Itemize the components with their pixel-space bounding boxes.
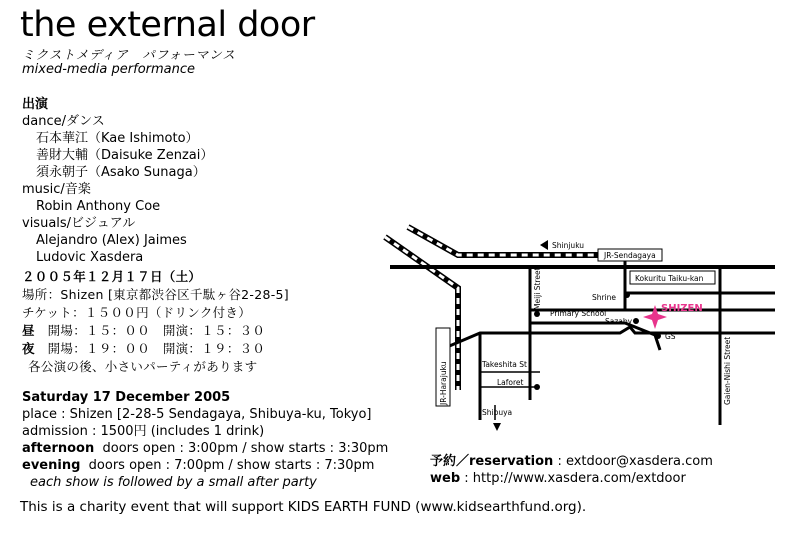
jp-evening-times: 開場：１９：００ 開演：１９：３０ <box>47 341 266 356</box>
label-jr-sendagaya: JR-Sendagaya <box>604 251 656 260</box>
en-place: place : Shizen [2-28-5 Sendagaya, Shibuya-ku, Tokyo] <box>22 407 372 422</box>
en-date: Saturday 17 December 2005 <box>22 390 231 405</box>
sazaby-marker-icon <box>633 318 639 324</box>
dance-label: dance/ダンス <box>22 114 105 129</box>
en-evening-label: evening <box>22 458 81 473</box>
label-shibuya: Shibuya <box>482 408 513 417</box>
cast-heading: 出演 <box>22 97 49 112</box>
shibuya-arrow-icon <box>493 423 501 431</box>
reservation-email[interactable]: : extdoor@xasdera.com <box>557 454 713 469</box>
label-primary-school: Primary School <box>550 309 607 318</box>
jp-evening-label: 夜 <box>22 341 35 356</box>
en-afternoon <box>22 440 388 457</box>
visuals-label: visuals/ビジュアル <box>22 216 136 231</box>
dancer-name: 須永朝子（Asako Sunaga） <box>36 165 206 180</box>
jp-place: 場所：Shizen [東京都渋谷区千駄ヶ谷2-28-5] <box>22 287 289 302</box>
label-takeshita: Takeshita St <box>482 360 527 369</box>
en-note: each show is followed by a small after party <box>30 475 317 490</box>
music-label: music/音楽 <box>22 182 91 197</box>
jp-afternoon <box>22 322 289 340</box>
shrine-marker-icon <box>624 292 630 298</box>
en-admission: admission : 1500円 (includes 1 drink) <box>22 424 265 439</box>
shinjuku-arrow-icon <box>540 240 548 250</box>
dancer-name: 石本華江（Kae Ishimoto） <box>36 131 199 146</box>
label-sazaby: Sazaby <box>605 317 633 326</box>
visual-artist-name: Ludovic Xasdera <box>36 250 144 265</box>
en-afternoon-times: doors open : 3:00pm / show starts : 3:30pm <box>102 441 389 456</box>
label-shizen: SHIZEN <box>661 303 703 314</box>
jp-ticket: チケット：１５００円（ドリンク付き） <box>22 305 252 320</box>
charity-footer: This is a charity event that will support KIDS EARTH FUND (www.kidsearthfund.org). <box>20 499 587 515</box>
jr-chuo-rail <box>408 227 620 255</box>
event-title: the external door <box>20 5 315 45</box>
japanese-info <box>22 268 289 376</box>
musician-name: Robin Anthony Coe <box>36 199 161 214</box>
reservation-line <box>430 453 713 470</box>
web-label: web <box>430 471 461 486</box>
location-map <box>380 215 780 440</box>
jp-afternoon-times: 開場：１５：００ 開演：１５：３０ <box>47 323 266 338</box>
label-kokuritu: Kokuritu Taiku-kan <box>635 274 704 283</box>
subtitle-english: mixed-media performance <box>22 62 196 77</box>
jp-evening <box>22 340 289 358</box>
laforet-marker-icon <box>534 384 540 390</box>
label-gaien-nishi: Gaien-Nishi Street <box>723 336 732 405</box>
subtitle-japanese: ミクストメディア パフォーマンス <box>22 47 236 62</box>
label-laforet: Laforet <box>497 378 524 387</box>
gs-marker-icon <box>655 333 661 339</box>
cast-list <box>22 96 213 266</box>
label-meiji-street: Meiji Street <box>533 267 542 310</box>
en-afternoon-label: afternoon <box>22 441 95 456</box>
jp-date: ２００５年１２月１７日（土） <box>22 269 202 284</box>
jp-afternoon-label: 昼 <box>22 323 35 338</box>
contact-info <box>430 453 713 487</box>
english-info <box>22 389 388 491</box>
label-shrine: Shrine <box>592 293 617 302</box>
label-jr-harajuku: JR-Harajuku <box>439 361 448 405</box>
en-evening-times: doors open : 7:00pm / show starts : 7:30pm <box>88 458 375 473</box>
dancer-name: 善財大輔（Daisuke Zenzai） <box>36 148 214 163</box>
en-evening <box>22 457 388 474</box>
school-marker-icon <box>534 311 540 317</box>
visual-artist-name: Alejandro (Alex) Jaimes <box>36 233 187 248</box>
web-line <box>430 470 713 487</box>
web-url[interactable]: : http://www.xasdera.com/extdoor <box>464 471 686 486</box>
label-shinjuku: Shinjuku <box>552 241 585 250</box>
reservation-label: 予約／reservation <box>430 454 554 469</box>
jp-note: 各公演の後、小さいパーティがあります <box>28 359 258 374</box>
label-gs: GS <box>665 332 676 341</box>
